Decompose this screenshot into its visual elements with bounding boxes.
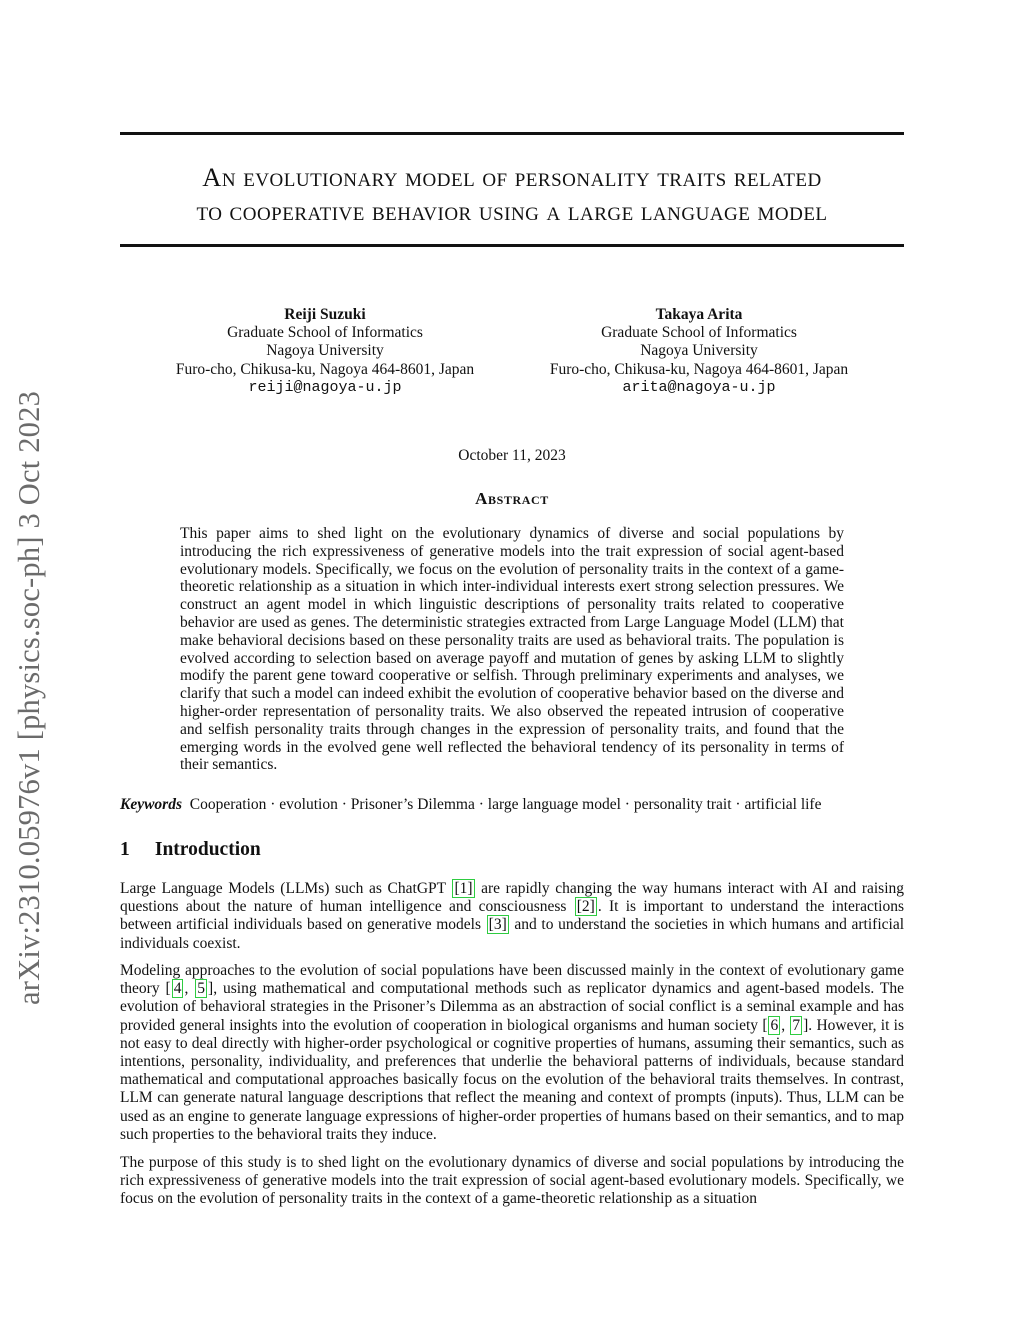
citation-link[interactable]: 5 <box>197 980 206 998</box>
author-university: Nagoya University <box>266 342 384 360</box>
intro-paragraph-2 <box>120 962 904 1144</box>
paragraph-text: are rapidly changing the way humans interact with AI and raising questions about the nature of human intelligence and consciousness <box>120 880 905 916</box>
keywords-list: Cooperation · evolution · Prisoner’s Dilemma · large language model · personality trait · artificial life <box>189 796 822 813</box>
paragraph-text: , <box>184 980 195 998</box>
paragraph-text: . It is important to understand the interactions between artificial individuals based on generative models <box>120 898 904 934</box>
intro-paragraph-1 <box>120 880 904 953</box>
paper-title <box>120 160 904 228</box>
author-school: Graduate School of Informatics <box>227 324 423 342</box>
paragraph-text: Large Language Models (LLMs) such as ChatGPT <box>120 880 452 897</box>
citation-link[interactable]: [2] <box>576 898 595 916</box>
intro-paragraph-3: The purpose of this study is to shed light on the evolutionary dynamics of diverse and social populations by introducing the rich expressiveness of generative models into the trait expression of social agent-based evolutionary models. Specifically, we focus on the evolution of personality traits in the context of a game-theoretic relationship as a situation <box>120 1154 904 1208</box>
abstract-text: This paper aims to shed light on the evolutionary dynamics of diverse and social populations by introducing the rich expressiveness of generative models into the trait expression of social agent-based evolutionary models. Specifically, we focus on the evolution of personality traits in the context of a game-theoretic relationship as a situation in which inter-individual interests exert strong selection pressures. We construct an agent model in which linguistic descriptions of personality traits related to cooperative behavior are used as genes. The deterministic strategies extracted from Large Language Model (LLM) that make behavioral decisions based on these personality traits are used as behavioral traits. The population is evolved according to selection based on average payoff and mutation of genes by asking LLM to slightly modify the parent gene toward cooperative or selfish. Through preliminary experiments and analyses, we clarify that such a model can indeed exhibit the evolution of cooperative behavior based on the diverse and higher-order representation of personality traits. We also observed the repeated intrusion of cooperative and selfish personality traits through changes in the expression of personality traits, and found that the emerging words in the evolved gene well reflected the behavioral tendency of its personality in terms of their semantics. <box>180 525 844 774</box>
paper-date: October 11, 2023 <box>458 447 566 464</box>
section-title: Introduction <box>154 839 261 860</box>
title-rule-top <box>120 132 904 135</box>
author-block-2 <box>519 306 879 397</box>
citation-link[interactable]: 7 <box>792 1016 801 1034</box>
paragraph-text: ], using mathematical and computational methods such as replicator dynamics and agent-based models. The evolution of behavioral strategies in the Prisoner’s Dilemma as an abstraction of social conflict is a seminal example and has provided general insights into the evolution of cooperation in biological organisms and human society [ <box>120 980 905 1034</box>
author-address: Furo-cho, Chikusa-ku, Nagoya 464-8601, Japan <box>549 360 849 378</box>
paragraph-text: , <box>781 1016 790 1034</box>
abstract-heading: Abstract <box>475 489 549 508</box>
citation-link[interactable]: 4 <box>173 980 182 998</box>
keywords-label: Keywords <box>120 796 182 813</box>
paragraph-text: Modeling approaches to the evolution of social populations have been discussed mainly in the context of evolutionary game theory [ <box>120 962 904 998</box>
author-name: Reiji Suzuki <box>284 306 366 323</box>
title-line-1: An evolutionary model of personality traits related <box>202 162 822 192</box>
title-line-2: to cooperative behavior using a large language model <box>196 196 828 226</box>
arxiv-identifier: arXiv:2310.05976v1 [physics.soc-ph] 3 Oct 2023 <box>12 390 46 1005</box>
author-school: Graduate School of Informatics <box>601 324 797 342</box>
citation-link[interactable]: [1] <box>454 880 473 897</box>
citation-link[interactable]: [3] <box>488 916 507 934</box>
author-address: Furo-cho, Chikusa-ku, Nagoya 464-8601, Japan <box>175 360 475 378</box>
title-rule-bottom <box>120 244 904 247</box>
arxiv-side-stamp <box>10 325 80 1005</box>
author-university: Nagoya University <box>640 342 758 360</box>
author-email[interactable]: arita@nagoya-u.jp <box>622 378 776 396</box>
keywords-line <box>120 796 904 814</box>
author-email[interactable]: reiji@nagoya-u.jp <box>248 378 402 396</box>
paragraph-text: and to understand the societies in which humans and artificial individuals coexist. <box>120 916 905 952</box>
paragraph-text: ]. However, it is not easy to deal directly with higher-order psychological or cognitive properties of humans, assuming their semantics, such as intentions, personality, individuality, and preferences that underlie the behavioral patterns of individuals, because standard mathematical and computational approaches basically focus on the evolution of the behavioral traits themselves. In contrast, LLM can generate natural language descriptions that reflect the meaning and context of prompts (inputs). Thus, LLM can be used as an engine to generate language expressions of higher-order properties of humans based on their semantics, and to map such properties to the behavioral traits they induce. <box>120 1016 904 1143</box>
author-block-1 <box>145 306 505 397</box>
citation-link[interactable]: 6 <box>770 1016 779 1034</box>
author-name: Takaya Arita <box>655 306 743 323</box>
section-number: 1 <box>120 839 130 860</box>
section-heading <box>120 839 261 861</box>
